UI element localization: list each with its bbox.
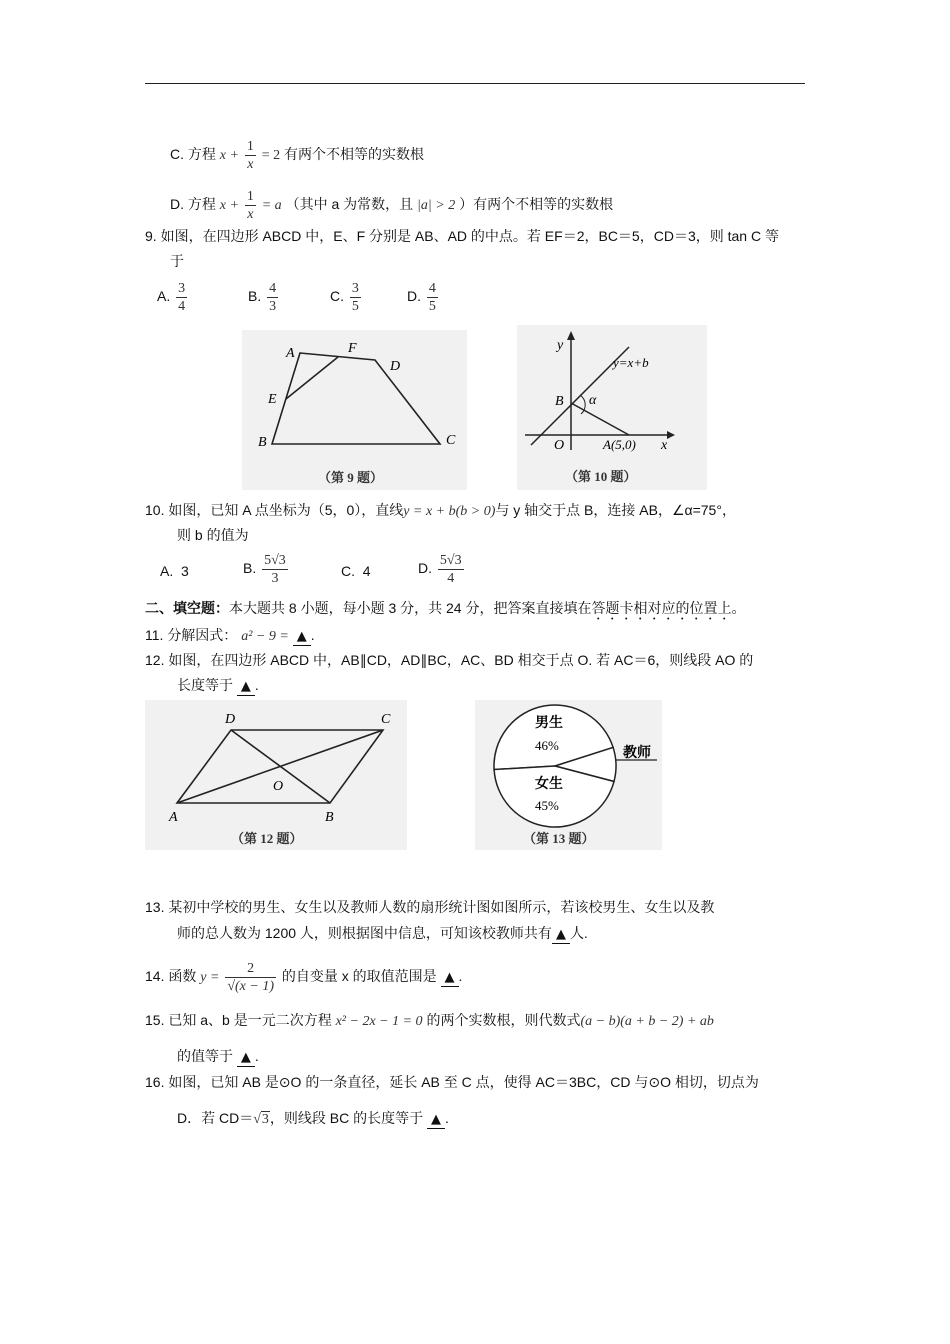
label-alpha: α — [589, 393, 597, 408]
label-b: B — [325, 810, 334, 825]
q9-option-a: A. $\frac{3}{4}$ — [157, 281, 186, 314]
answer-blank[interactable]: ▲ — [552, 927, 570, 944]
q11-line: 11. 分解因式： a² − 9 = ▲ . — [145, 627, 315, 644]
q10-line2: 则 b 的值为 — [177, 527, 249, 543]
label-c: C — [381, 712, 391, 727]
label-boys: 男生 — [535, 716, 563, 731]
q10-line1: 10. 如图，已知 A 点坐标为（5，0），直线y = x + b(b > 0)与 y 轴交于点 B，连接 AB，∠α=75°， — [145, 502, 736, 519]
q12-line2: 长度等于 ▲ . — [177, 677, 259, 694]
figure-10-background — [517, 325, 707, 490]
fraction-one-over-x: $\frac{1}{x}$ — [246, 189, 254, 222]
q13-line1: 13. 某初中学校的男生、女生以及教师人数的扇形统计图如图所示，若该校男生、女生以及教 — [145, 899, 715, 915]
fraction-one-over-x: $\frac{1}{x}$ — [246, 139, 254, 172]
figure-12-background — [145, 700, 407, 850]
q16-line1: 16. 如图，已知 AB 是⊙O 的一条直径，延长 AB 至 C 点，使得 AC＝3BC，CD 与⊙O 相切，切点为 — [145, 1074, 759, 1090]
figure-10-coordinate-plane — [517, 325, 707, 490]
figure-12-parallelogram — [145, 700, 407, 850]
q10-option-a: A. 3 — [160, 563, 189, 579]
q10-option-c: C. 4 — [341, 563, 371, 579]
section-2-heading: 二、填空题：本大题共 8 小题，每小题 3 分，共 24 分，把答案直接填在答题卡相对应的位置上。 — [145, 600, 746, 616]
label-e: E — [268, 392, 277, 407]
label-b: B — [555, 394, 564, 409]
q16-line2: D．若 CD＝√3，则线段 BC 的长度等于 ▲ . — [177, 1110, 449, 1127]
figure-9-caption: （第 9 题） — [318, 470, 384, 485]
q9-line1: 9. 如图，在四边形 ABCD 中，E、F 分别是 AB、AD 的中点。若 EF＝2，BC＝5，CD＝3，则 tan C 等 — [145, 228, 779, 244]
answer-blank[interactable]: ▲ — [293, 629, 311, 646]
label-c: C — [446, 433, 456, 448]
label-a: A — [286, 346, 295, 361]
answer-blank[interactable]: ▲ — [237, 679, 255, 696]
figure-13-caption: （第 13 题） — [523, 831, 595, 846]
label-d: D — [225, 712, 236, 727]
q15-line2: 的值等于 ▲ . — [177, 1048, 259, 1065]
label-a: A(5,0) — [603, 437, 636, 452]
figure-10-caption: （第 10 题） — [565, 469, 637, 484]
q13-line2: 师的总人数为 1200 人，则根据图中信息，可知该校教师共有 ▲ 人. — [177, 925, 588, 942]
label-o: O — [273, 779, 284, 794]
q10-option-b: B. $\frac{5√3}{3}$ — [243, 553, 286, 586]
q15-line1: 15. 已知 a、b 是一元二次方程 x² − 2x − 1 = 0 的两个实数根，则代数式(a − b)(a + b − 2) + ab — [145, 1012, 714, 1029]
label-b: B — [258, 435, 267, 450]
label-a: A — [169, 810, 178, 825]
label-o: O — [554, 438, 565, 453]
answer-blank[interactable]: ▲ — [237, 1050, 255, 1067]
q14-line: 14. 函数 y = $\frac{2}{√(x - 1)}$ 的自变量 x 的取值范围是 ▲ . — [145, 961, 463, 994]
figure-13-pie-chart — [475, 700, 662, 850]
label-girls-percent: 45% — [535, 798, 559, 813]
q9-option-c: C. $\frac{3}{5}$ — [330, 281, 359, 314]
label-teachers: 教师 — [623, 746, 651, 761]
label-boys-percent: 46% — [535, 738, 559, 753]
answer-blank[interactable]: ▲ — [427, 1112, 445, 1129]
label-y: y — [557, 338, 564, 353]
label-line: y=x+b — [613, 355, 649, 370]
figure-9-quadrilateral — [242, 330, 467, 490]
q12-line1: 12. 如图，在四边形 ABCD 中，AB∥CD，AD∥BC，AC、BD 相交于点 O. 若 AC＝6，则线段 AO 的 — [145, 652, 754, 668]
label-girls: 女生 — [535, 777, 563, 792]
option-c-line: C. 方程 x + $\frac{1}{x}$ = 2 有两个不相等的实数根 — [170, 139, 425, 172]
q9-option-d: D. $\frac{4}{5}$ — [407, 281, 436, 314]
label-x: x — [661, 438, 668, 453]
header-rule — [145, 83, 805, 84]
q9-line2: 于 — [170, 253, 184, 269]
q9-option-b: B. $\frac{4}{3}$ — [248, 281, 277, 314]
label-f: F — [348, 341, 357, 356]
option-d-line: D. 方程 x + $\frac{1}{x}$ = a （其中 a 为常数，且 |a| > 2 ）有两个不相等的实数根 — [170, 189, 614, 222]
q10-option-d: D. $\frac{5√3}{4}$ — [418, 553, 462, 586]
figure-12-caption: （第 12 题） — [231, 831, 303, 846]
answer-blank[interactable]: ▲ — [441, 970, 459, 987]
label-d: D — [390, 359, 401, 374]
